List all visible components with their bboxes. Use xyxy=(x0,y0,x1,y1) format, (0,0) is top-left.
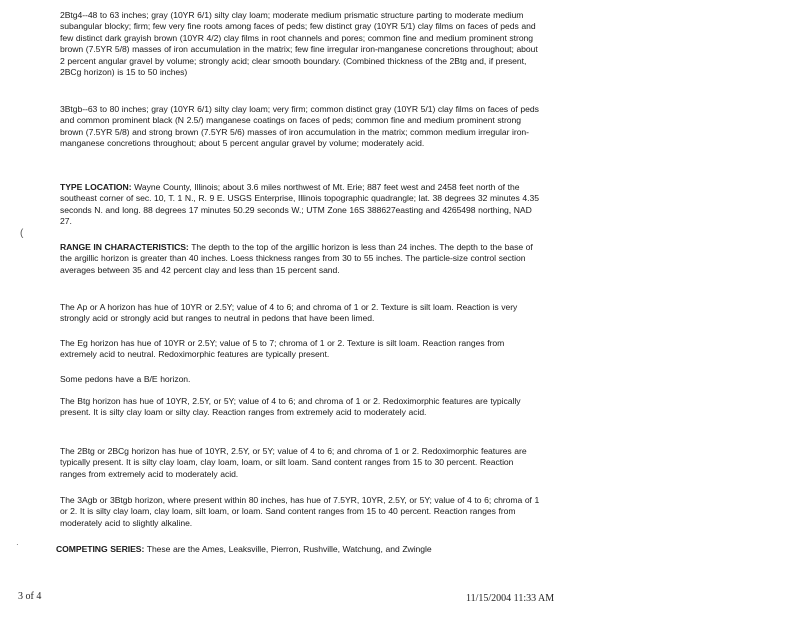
page-number: 3 of 4 xyxy=(18,591,42,602)
btg-horizon-description xyxy=(60,396,540,419)
horizon-2btg4 xyxy=(60,10,540,78)
section-text: Wayne County, Illinois; about 3.6 miles northwest of Mt. Erie; 887 feet west and 2458 feet north of the southeast corner of sec. 10, T. 1 N., R. 9 E. USGS Enterprise, Illinois topographic quadrangle; lat. 38 degrees 32 minutes 4.35 seconds N. and long. 88 degrees 17 minutes 50.29 seconds W.; UTM Zone 16S 388627easting and 4265498 northing, NAD 27. xyxy=(60,182,539,227)
scan-mark: · xyxy=(16,540,19,549)
ap-horizon-description xyxy=(60,302,540,325)
section-heading: COMPETING SERIES: xyxy=(56,544,145,554)
section-text: The depth to the top of the argillic horizon is less than 24 inches. The depth to the base of the argillic horizon is greater than 40 inches. Loess thickness ranges from 30 to 55 inches. The particle-size control section averages between 35 and 42 percent clay and less than 15 percent sand. xyxy=(60,242,533,275)
3agb-horizon-description xyxy=(60,495,540,529)
paragraph xyxy=(56,544,546,555)
paragraph: 3Btgb--63 to 80 inches; gray (10YR 6/1) silty clay loam; very firm; common distinct gray (10YR 5/1) clay films on faces of peds and common prominent black (N 2.5/) manganese coatings on faces of peds; common fine and medium prominent strong brown (7.5YR 5/8) and strong brown (7.5YR 5/6) masses of iron accumulation in the matrix; common medium irregular iron-manganese concretions throughout; about 5 percent angular gravel by volume; moderately acid. xyxy=(60,104,539,149)
section-text: These are the Ames, Leaksville, Pierron, Rushville, Watchung, and Zwingle xyxy=(144,544,432,554)
paragraph: 2Btg4--48 to 63 inches; gray (10YR 6/1) silty clay loam; moderate medium prismatic structure parting to moderate medium subangular blocky; firm; few very fine roots among faces of peds; few distinct gray (10YR 5/1) clay films on faces of peds and few distinct dark grayish brown (10YR 4/2) clay films in root channels and pores; common fine and medium prominent strong brown (7.5YR 5/8) masses of iron accumulation in the matrix; few fine irregular iron-manganese concretions throughout; about 2 percent angular gravel by volume; strongly acid; clear smooth boundary. (Combined thickness of the 2Btg and, if present, 2BCg horizon) is 15 to 50 inches) xyxy=(60,10,538,78)
paragraph: The Eg horizon has hue of 10YR or 2.5Y; value of 5 to 7; chroma of 1 or 2. Texture is silt loam. Reaction ranges from extremely acid to neutral. Redoximorphic features are typically present. xyxy=(60,338,505,360)
2btg-horizon-description xyxy=(60,446,540,480)
paragraph: The Btg horizon has hue of 10YR, 2.5Y, or 5Y; value of 4 to 6; and chroma of 1 or 2. Redoximorphic features are typically present. It is silty clay loam or silty clay. Reaction ranges from extremely acid to moderately acid. xyxy=(60,396,521,418)
paragraph xyxy=(60,242,540,276)
type-location xyxy=(60,182,540,228)
paragraph: The 2Btg or 2BCg horizon has hue of 10YR, 2.5Y, or 5Y; value of 4 to 6; and chroma of 1 or 2. Redoximorphic features are typically present. It is silty clay loam, clay loam, loam, or silt loam. Sand content ranges from 15 to 30 percent. Reaction ranges from extremely acid to moderately acid. xyxy=(60,446,527,479)
section-heading: RANGE IN CHARACTERISTICS: xyxy=(60,242,189,252)
paragraph xyxy=(60,182,540,228)
eg-horizon-description xyxy=(60,338,540,361)
competing-series xyxy=(56,544,546,555)
print-timestamp: 11/15/2004 11:33 AM xyxy=(466,593,555,604)
paragraph: The Ap or A horizon has hue of 10YR or 2.5Y; value of 4 to 6; and chroma of 1 or 2. Texture is silt loam. Reaction is very strongly acid or strongly acid but ranges to neutral in pedons that have been limed. xyxy=(60,302,518,324)
paragraph: Some pedons have a B/E horizon. xyxy=(60,374,191,384)
horizon-3btgb xyxy=(60,104,540,150)
scan-mark: ( xyxy=(20,228,24,239)
range-in-characteristics xyxy=(60,242,540,276)
paragraph: The 3Agb or 3Btgb horizon, where present within 80 inches, has hue of 7.5YR, 10YR, 2.5Y, or 5Y; value of 4 to 6; chroma of 1 or 2. It is silty clay loam, clay loam, silt loam, or loam. Sand content ranges from 15 to 40 percent. Reaction ranges from moderately acid to slightly alkaline. xyxy=(60,495,540,528)
section-heading: TYPE LOCATION: xyxy=(60,182,132,192)
be-horizon-description xyxy=(60,374,540,385)
